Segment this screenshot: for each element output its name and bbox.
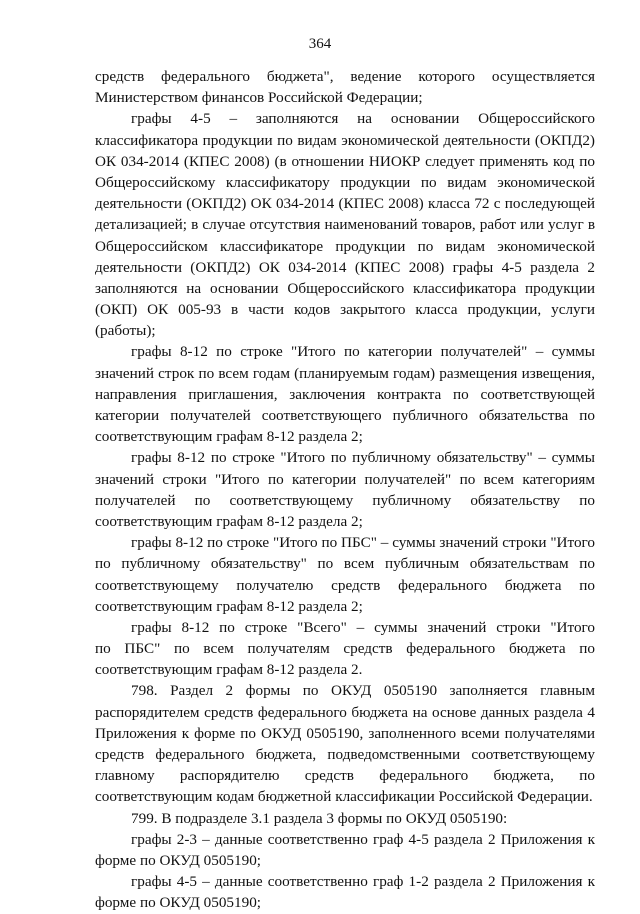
text-line: графы 8-12 по строке "Всего" – суммы значений строки "Итого <box>131 618 595 636</box>
text-line: соответствующим графам 8-12 раздела 2; <box>95 428 363 446</box>
text-line: Общероссийскому классификатору продукции по видам экономической <box>95 173 595 191</box>
text-line: форме по ОКУД 0505190; <box>95 894 262 912</box>
text-line: графы 4-5 – данные соответственно граф 1-2 раздела 2 Приложения к <box>131 873 595 891</box>
text-line: графы 8-12 по строке "Итого по ПБС" – суммы значений строки "Итого <box>131 534 595 552</box>
text-line: ОК 034-2014 (КПЕС 2008) (в отношении НИОКР следует применять код по <box>95 152 595 170</box>
text-line: графы 4-5 – заполняются на основании Общероссийского <box>131 110 595 128</box>
text-line: классификатора продукции по видам экономической деятельности (ОКПД2) <box>95 131 595 149</box>
text-line: значений строк по всем годам (планируемым годам) размещения извещения, <box>95 364 595 382</box>
text-line: по ПБС" по всем получателям средств федерального бюджета по <box>95 640 595 658</box>
text-line: соответствующим графам 8-12 раздела 2; <box>95 597 363 615</box>
text-line: категории получателей соответствующего публичного обязательства по <box>95 407 595 424</box>
text-line: 799. В подразделе 3.1 раздела 3 формы по ОКУД 0505190: <box>131 809 508 827</box>
text-line: графы 8-12 по строке "Итого по категории получателей" – суммы <box>131 343 595 361</box>
document-body <box>95 66 595 914</box>
text-line: главному распорядителю средств федерального бюджета, по <box>95 767 595 785</box>
text-line: распорядителем средств федерального бюджета на основе данных раздела 4 <box>95 703 595 721</box>
text-line: (работы); <box>95 322 156 340</box>
text-line: 798. Раздел 2 формы по ОКУД 0505190 заполняется главным <box>131 682 595 700</box>
text-line: направления приглашения, заключения контракта по соответствующей <box>95 385 595 403</box>
text-line: средств федерального бюджета, подведомственными соответствующему <box>95 746 595 763</box>
text-line: форме по ОКУД 0505190; <box>95 851 262 869</box>
page-number: 364 <box>308 36 332 52</box>
text-line: значений строки "Итого по категории получателей" по всем категориям <box>95 470 595 488</box>
text-line: графы 2-3 – данные соответственно граф 4-5 раздела 2 Приложения к <box>131 830 595 848</box>
text-line: по публичному обязательству" по всем публичным обязательствам по <box>95 555 595 573</box>
text-line: соответствующему получателю средств федерального бюджета по <box>95 576 595 594</box>
text-line: соответствующим кодам бюджетной классификации Российской Федерации. <box>95 788 593 806</box>
text-line: получателей по соответствующему публичному обязательству по <box>95 491 595 509</box>
text-line: Министерством финансов Российской Федерации; <box>95 89 423 107</box>
text-line: средств федерального бюджета", ведение которого осуществляется <box>95 68 595 85</box>
text-line: соответствующим графам 8-12 раздела 2; <box>95 512 363 530</box>
text-line: Приложения к форме по ОКУД 0505190, заполненного всеми получателями <box>95 724 595 742</box>
text-line: соответствующим графам 8-12 раздела 2. <box>95 661 363 679</box>
text-line: (ОКП) ОК 005-93 в части кодов закрытого класса продукции, услуги <box>95 301 595 319</box>
text-line: Общероссийском классификаторе продукции по видам экономической <box>95 237 595 255</box>
text-line: детализацией; в случае отсутствия наименований товаров, работ или услуг в <box>95 216 595 234</box>
text-line: графы 8-12 по строке "Итого по публичному обязательству" – суммы <box>131 449 595 467</box>
text-line: деятельности (ОКПД2) ОК 034-2014 (КПЕС 2008) графы 4-5 раздела 2 <box>95 258 595 276</box>
text-line: деятельности (ОКПД2) ОК 034-2014 (КПЕС 2008) класса 72 с последующей <box>95 195 595 213</box>
text-line: заполняются на основании Общероссийского классификатора продукции <box>95 279 595 297</box>
